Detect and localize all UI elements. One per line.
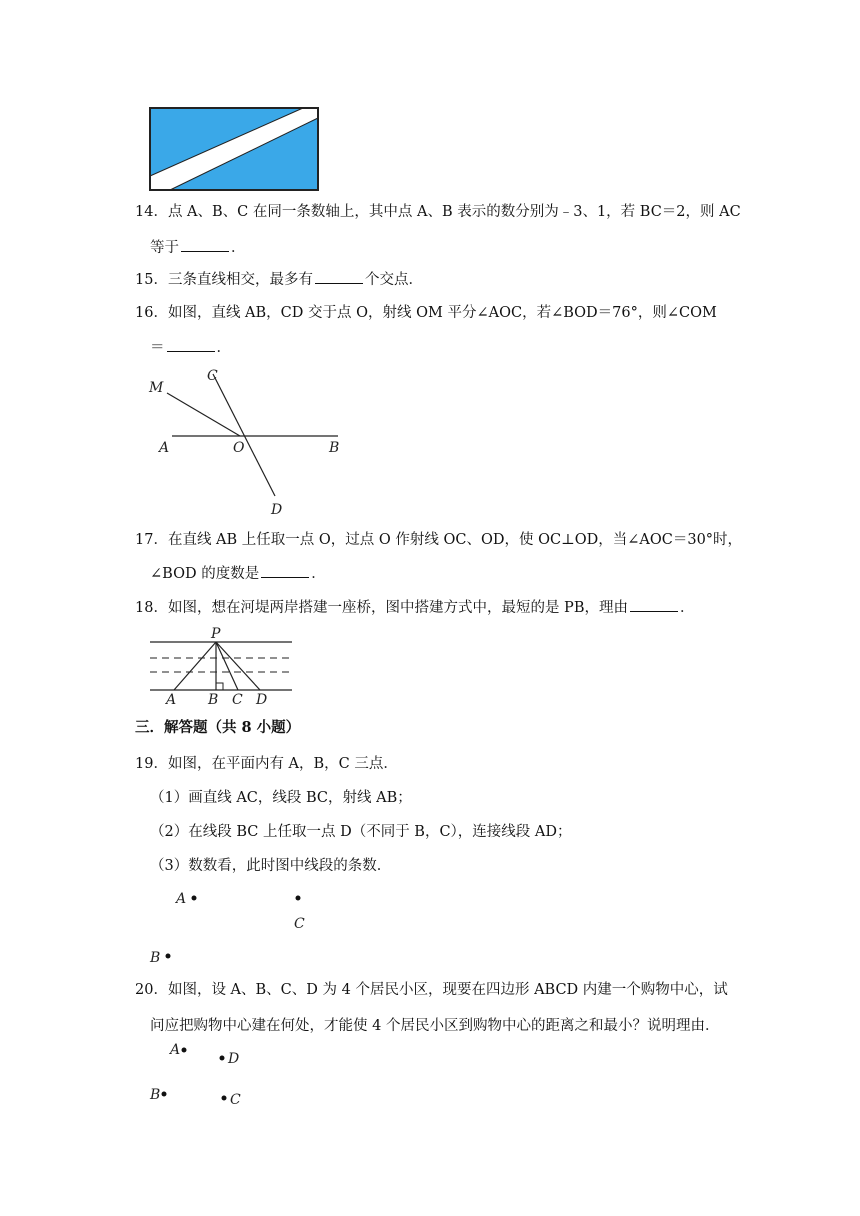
section-title: 三．解答题（共 8 小题） (135, 719, 301, 736)
label-M: M (149, 380, 164, 396)
q14-prefix: 等于 (150, 240, 179, 256)
q14-answer-blank[interactable] (181, 239, 229, 252)
q17-line2 (150, 564, 326, 584)
q19-step3: （3）数数看，此时图中线段的条数． (150, 858, 392, 874)
q17-answer-blank[interactable] (261, 565, 309, 578)
q15-line (135, 270, 423, 290)
label-C: C (294, 916, 305, 932)
q16-suffix: ． (216, 340, 231, 356)
q16-answer-blank[interactable] (167, 339, 215, 352)
q16-prefix: ＝ (150, 340, 165, 356)
label-B: B (150, 950, 161, 966)
label-A: A (176, 891, 187, 907)
q15-answer-blank[interactable] (315, 271, 363, 284)
intersecting-lines-figure (145, 368, 345, 518)
q17-prefix: ∠BOD 的度数是 (150, 566, 260, 582)
label-C: C (230, 1092, 241, 1108)
q14-line1: 14．点 A、B、C 在同一条数轴上，其中点 A、B 表示的数分别为﹣3、1，若 BC＝2，则 AC (135, 204, 741, 220)
label-B: B (150, 1087, 161, 1103)
label-A: A (170, 1042, 181, 1058)
label-P: P (211, 626, 221, 642)
q19-intro: 19．如图，在平面内有 A，B，C 三点． (135, 756, 398, 772)
q17-suffix: ． (311, 566, 326, 582)
label-C: C (207, 368, 218, 384)
q14-line2 (150, 238, 246, 258)
q15-suffix: 个交点． (364, 272, 423, 288)
four-points-figure (146, 1040, 256, 1110)
q20-line2: 问应把购物中心建在何处，才能使 4 个居民小区到购物中心的距离之和最小？说明理由． (150, 1018, 720, 1034)
strip-rectangle-figure (148, 106, 320, 192)
q16-line2 (150, 338, 231, 358)
label-A: A (166, 692, 177, 706)
q15-prefix: 15．三条直线相交，最多有 (135, 272, 313, 288)
q18-prefix: 18．如图，想在河堤两岸搭建一座桥，图中搭建方式中，最短的是 PB，理由 (135, 600, 628, 616)
three-points-figure (146, 886, 316, 966)
q17-line1: 17．在直线 AB 上任取一点 O，过点 O 作射线 OC、OD，使 OC⊥OD，当∠AOC＝30°时， (135, 532, 743, 548)
q18-suffix: ． (679, 600, 695, 616)
label-D: D (228, 1051, 240, 1067)
label-D: D (256, 692, 268, 706)
q19-step1: （1）画直线 AC，线段 BC，射线 AB； (150, 790, 412, 806)
q18-line (135, 598, 694, 618)
q14-suffix: ． (231, 240, 246, 256)
q18-answer-blank[interactable] (630, 599, 678, 612)
label-D: D (271, 502, 283, 518)
label-C: C (232, 692, 243, 706)
label-B: B (329, 440, 340, 456)
q16-line1: 16．如图，直线 AB，CD 交于点 O，射线 OM 平分∠AOC，若∠BOD＝76°，则∠COM (135, 305, 717, 321)
label-O: O (233, 440, 245, 456)
label-A: A (159, 440, 170, 456)
q19-step2: （2）在线段 BC 上任取一点 D（不同于 B，C），连接线段 AD； (150, 824, 572, 840)
label-B: B (208, 692, 219, 706)
river-bridge-figure (146, 626, 296, 706)
q20-line1: 20．如图，设 A、B、C、D 为 4 个居民小区，现要在四边形 ABCD 内建一个购物中心，试 (135, 982, 728, 998)
